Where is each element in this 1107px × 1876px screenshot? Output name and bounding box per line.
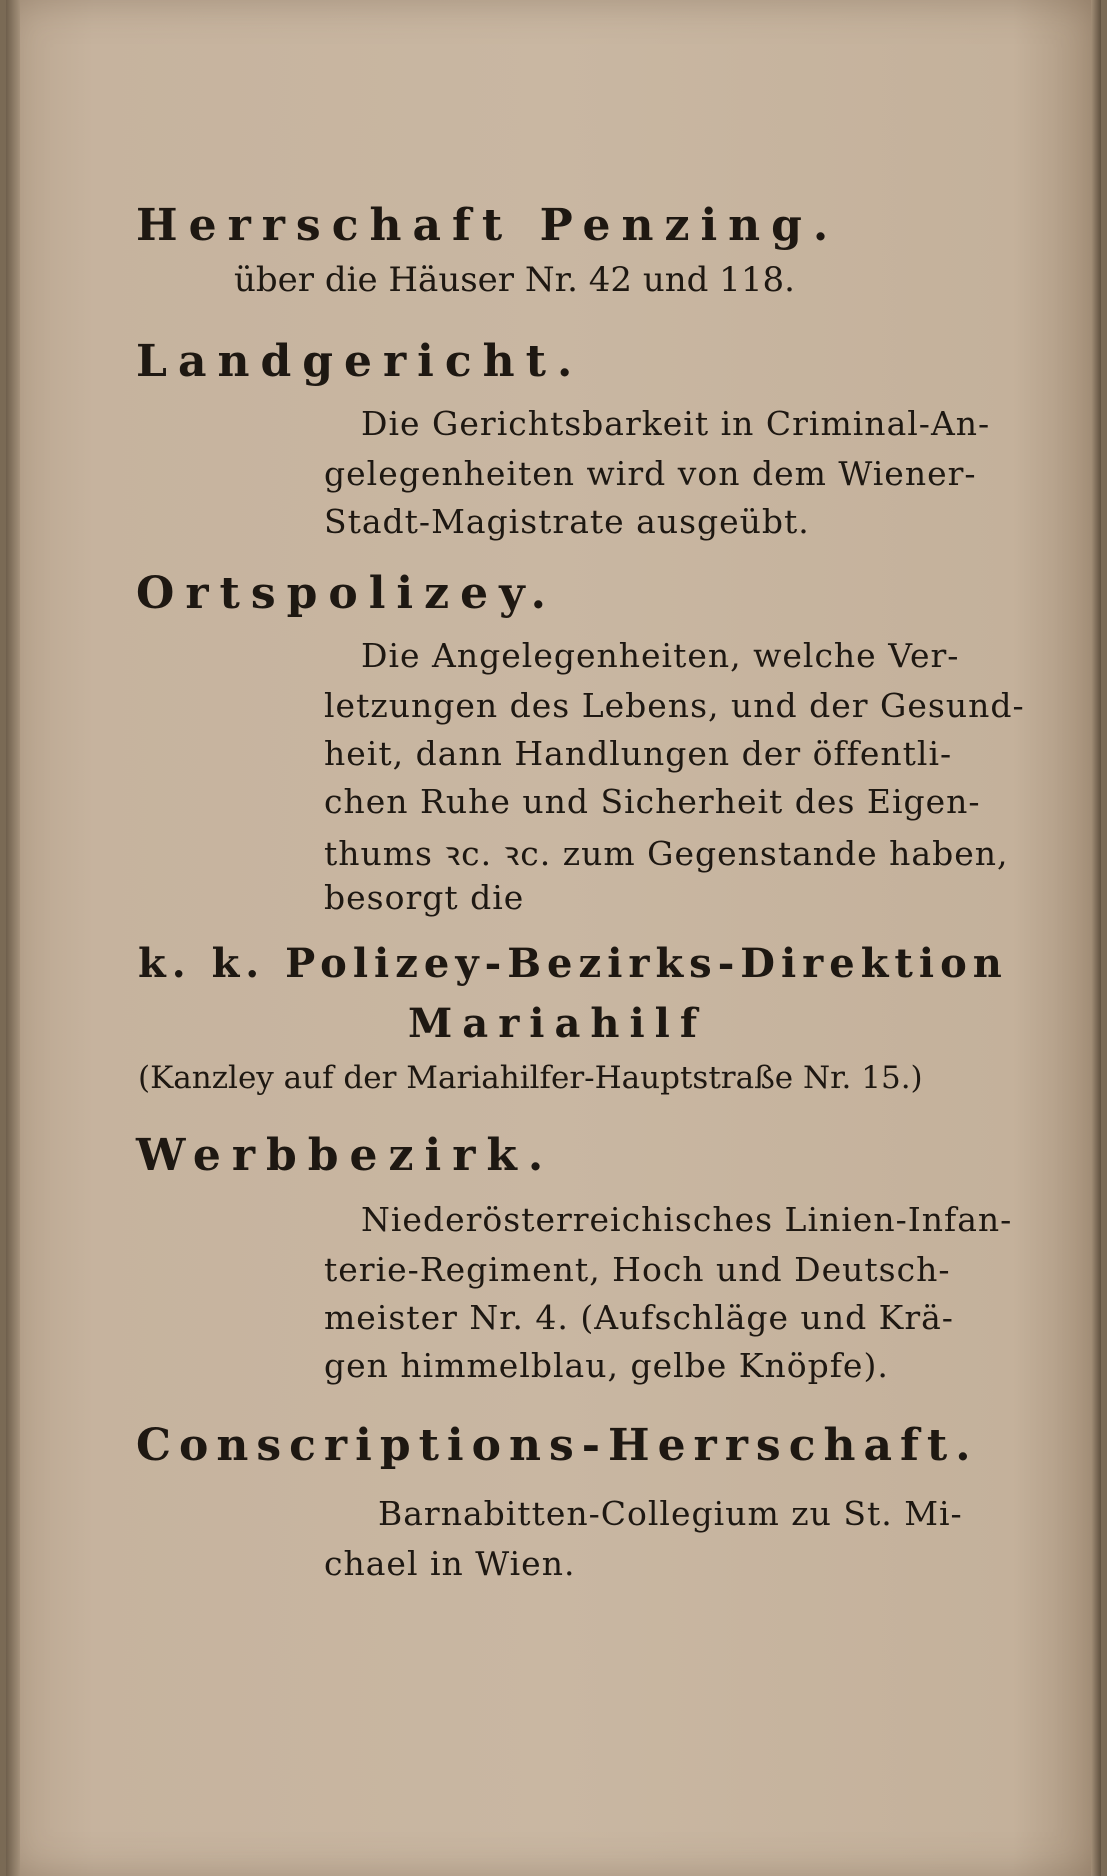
ortspolizey-line-6: besorgt die [324,878,525,917]
book-page [6,0,1101,1876]
conscription-line-2: chael in Wien. [324,1544,576,1583]
werbbezirk-line-1: Niederösterreichisches Linien-Infan- [361,1200,1013,1239]
werbbezirk-line-4: gen himmelblau, gelbe Knöpfe). [324,1346,889,1385]
ortspolizey-line-4: chen Ruhe und Sicherheit des Eigen- [324,782,981,821]
heading-conscription: Conscriptions-Herrschaft. [136,1420,979,1471]
police-office-address: (Kanzley auf der Mariahilfer-Hauptstraße Nr. 15.) [138,1060,923,1096]
werbbezirk-line-2: terie-Regiment, Hoch und Deutsch- [324,1250,951,1289]
herrschaft-subtitle: über die Häuser Nr. 42 und 118. [234,260,795,300]
landgericht-line-3: Stadt-Magistrate ausgeübt. [324,502,810,541]
police-authority-line-2: Mariahilf [408,1000,708,1047]
ortspolizey-line-3: heit, dann Handlungen der öffentli- [324,734,953,773]
page-right-edge [1091,0,1101,1876]
heading-herrschaft: Herrschaft Penzing. [136,200,840,251]
heading-ortspolizey: Ortspolizey. [136,568,557,619]
landgericht-line-2: gelegenheiten wird von dem Wiener- [324,454,977,493]
conscription-line-1: Barnabitten-Collegium zu St. Mi- [378,1494,963,1533]
ortspolizey-line-5: thums ꝛc. ꝛc. zum Gegenstande haben, [324,834,1009,873]
ortspolizey-line-2: letzungen des Lebens, und der Gesund- [324,686,1025,725]
heading-werbbezirk: Werbbezirk. [136,1130,555,1181]
police-authority-line-1: k. k. Polizey-Bezirks-Direktion [138,940,1008,987]
werbbezirk-line-3: meister Nr. 4. (Aufschläge und Krä- [324,1298,954,1337]
ortspolizey-line-1: Die Angelegenheiten, welche Ver- [361,636,960,675]
heading-landgericht: Landgericht. [136,336,584,387]
landgericht-line-1: Die Gerichtsbarkeit in Criminal-An- [361,404,991,443]
page-left-edge [6,0,20,1876]
